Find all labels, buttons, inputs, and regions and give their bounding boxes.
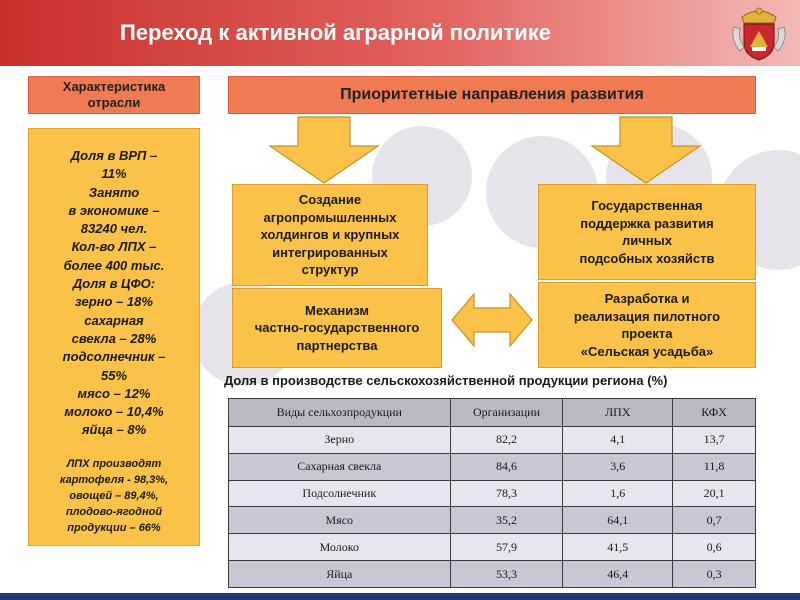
pilot-project-box xyxy=(538,282,756,368)
column-header: КФХ xyxy=(673,399,756,427)
box-line: Государственная xyxy=(591,198,703,213)
stat-line: 83240 чел. xyxy=(80,221,148,237)
table-cell: 41,5 xyxy=(563,534,673,561)
note-line: ЛПХ производят xyxy=(66,457,162,470)
state-support-box xyxy=(538,184,756,280)
stat-line: более 400 тыс. xyxy=(63,257,165,273)
table-cell: 78,3 xyxy=(450,480,563,507)
table-cell: 0,7 xyxy=(673,507,756,534)
column-header: Виды сельхозпродукции xyxy=(229,399,451,427)
lph-production-note xyxy=(35,456,193,536)
holdings-creation-box xyxy=(232,184,428,286)
production-share-table xyxy=(228,398,756,588)
priority-directions-heading: Приоритетные направления развития xyxy=(228,76,756,114)
industry-characteristics-heading xyxy=(28,76,200,114)
down-arrow-icon xyxy=(268,116,380,184)
table-cell: 84,6 xyxy=(450,453,563,480)
stat-line: свекла – 28% xyxy=(71,330,157,346)
title-banner xyxy=(0,0,800,66)
bottom-strip xyxy=(0,593,800,600)
table-cell: 64,1 xyxy=(563,507,673,534)
table-row xyxy=(229,561,756,588)
table-header-row xyxy=(229,399,756,427)
industry-stats-box xyxy=(28,128,200,546)
column-header: Организации xyxy=(450,399,563,427)
box-line: проекта xyxy=(621,326,673,341)
note-line: овощей – 89,4%, xyxy=(69,489,159,502)
table-cell: 1,6 xyxy=(563,480,673,507)
stat-line: яйца – 8% xyxy=(81,422,147,438)
stat-line: мясо – 12% xyxy=(77,385,151,401)
box-line: структур xyxy=(301,262,359,278)
coat-of-arms-icon xyxy=(728,3,790,63)
table-cell: 82,2 xyxy=(450,427,563,454)
table-cell: 35,2 xyxy=(450,507,563,534)
box-line: подсобных хозяйств xyxy=(579,250,715,266)
table-caption: Доля в производстве сельскохозяйственной продукции региона (%) xyxy=(224,373,668,388)
table-row xyxy=(229,480,756,507)
table-cell: 4,1 xyxy=(563,427,673,454)
heading-line: отрасли xyxy=(87,95,141,110)
down-arrow-icon xyxy=(590,116,702,184)
stat-line: Доля в ВРП – xyxy=(70,148,158,163)
table-cell: Мясо xyxy=(229,507,451,534)
table-cell: 46,4 xyxy=(563,561,673,588)
table-cell: 0,3 xyxy=(673,561,756,588)
note-line: продукции – 66% xyxy=(67,521,161,534)
table-cell: Сахарная свекла xyxy=(229,453,451,480)
page-title: Переход к активной аграрной политике xyxy=(120,20,551,45)
table-row xyxy=(229,427,756,454)
table-cell: 0,6 xyxy=(673,534,756,561)
note-line: картофеля - 98,3%, xyxy=(59,473,169,486)
table-cell: Подсолнечник xyxy=(229,480,451,507)
stat-line: 11% xyxy=(101,166,127,182)
stat-line: в экономике – xyxy=(68,202,160,218)
heading-line: Характеристика xyxy=(62,79,166,94)
stat-line: 55% xyxy=(100,367,128,383)
box-line: Разработка и xyxy=(604,291,690,306)
table-row xyxy=(229,534,756,561)
stat-line: подсолнечник – xyxy=(62,349,166,365)
stat-line: зерно – 18% xyxy=(75,294,153,310)
note-line: плодово-ягодной xyxy=(65,505,163,518)
stat-line: сахарная xyxy=(84,312,144,328)
box-line: агропромышленных xyxy=(263,209,397,225)
double-arrow-icon xyxy=(450,292,534,348)
table-cell: 53,3 xyxy=(450,561,563,588)
stat-line: Кол-во ЛПХ – xyxy=(71,239,157,255)
box-line: поддержка развития xyxy=(580,215,714,231)
box-line: холдингов и крупных xyxy=(260,227,400,243)
table-cell: 11,8 xyxy=(673,453,756,480)
table-cell: 13,7 xyxy=(673,427,756,454)
table-cell: Молоко xyxy=(229,534,451,561)
box-line: Механизм xyxy=(305,302,369,318)
stat-line: Занято xyxy=(88,184,140,200)
table-cell: 3,6 xyxy=(563,453,673,480)
box-line: частно-государственного xyxy=(254,320,420,336)
stats-list xyxy=(35,147,193,440)
box-line: интегрированных xyxy=(272,244,388,260)
table-row xyxy=(229,507,756,534)
stat-line: Доля в ЦФО: xyxy=(72,276,156,292)
box-line: партнерства xyxy=(296,337,378,353)
stat-line: молоко – 10,4% xyxy=(64,404,164,420)
column-header: ЛПХ xyxy=(563,399,673,427)
table-cell: 57,9 xyxy=(450,534,563,561)
table-row xyxy=(229,453,756,480)
table-cell: 20,1 xyxy=(673,480,756,507)
table-cell: Яйца xyxy=(229,561,451,588)
box-line: Создание xyxy=(298,192,362,208)
table-cell: Зерно xyxy=(229,427,451,454)
box-line: личных xyxy=(622,233,672,248)
box-line: «Сельская усадьба» xyxy=(580,343,714,359)
ppp-mechanism-box xyxy=(232,288,442,368)
box-line: реализация пилотного xyxy=(573,308,721,324)
